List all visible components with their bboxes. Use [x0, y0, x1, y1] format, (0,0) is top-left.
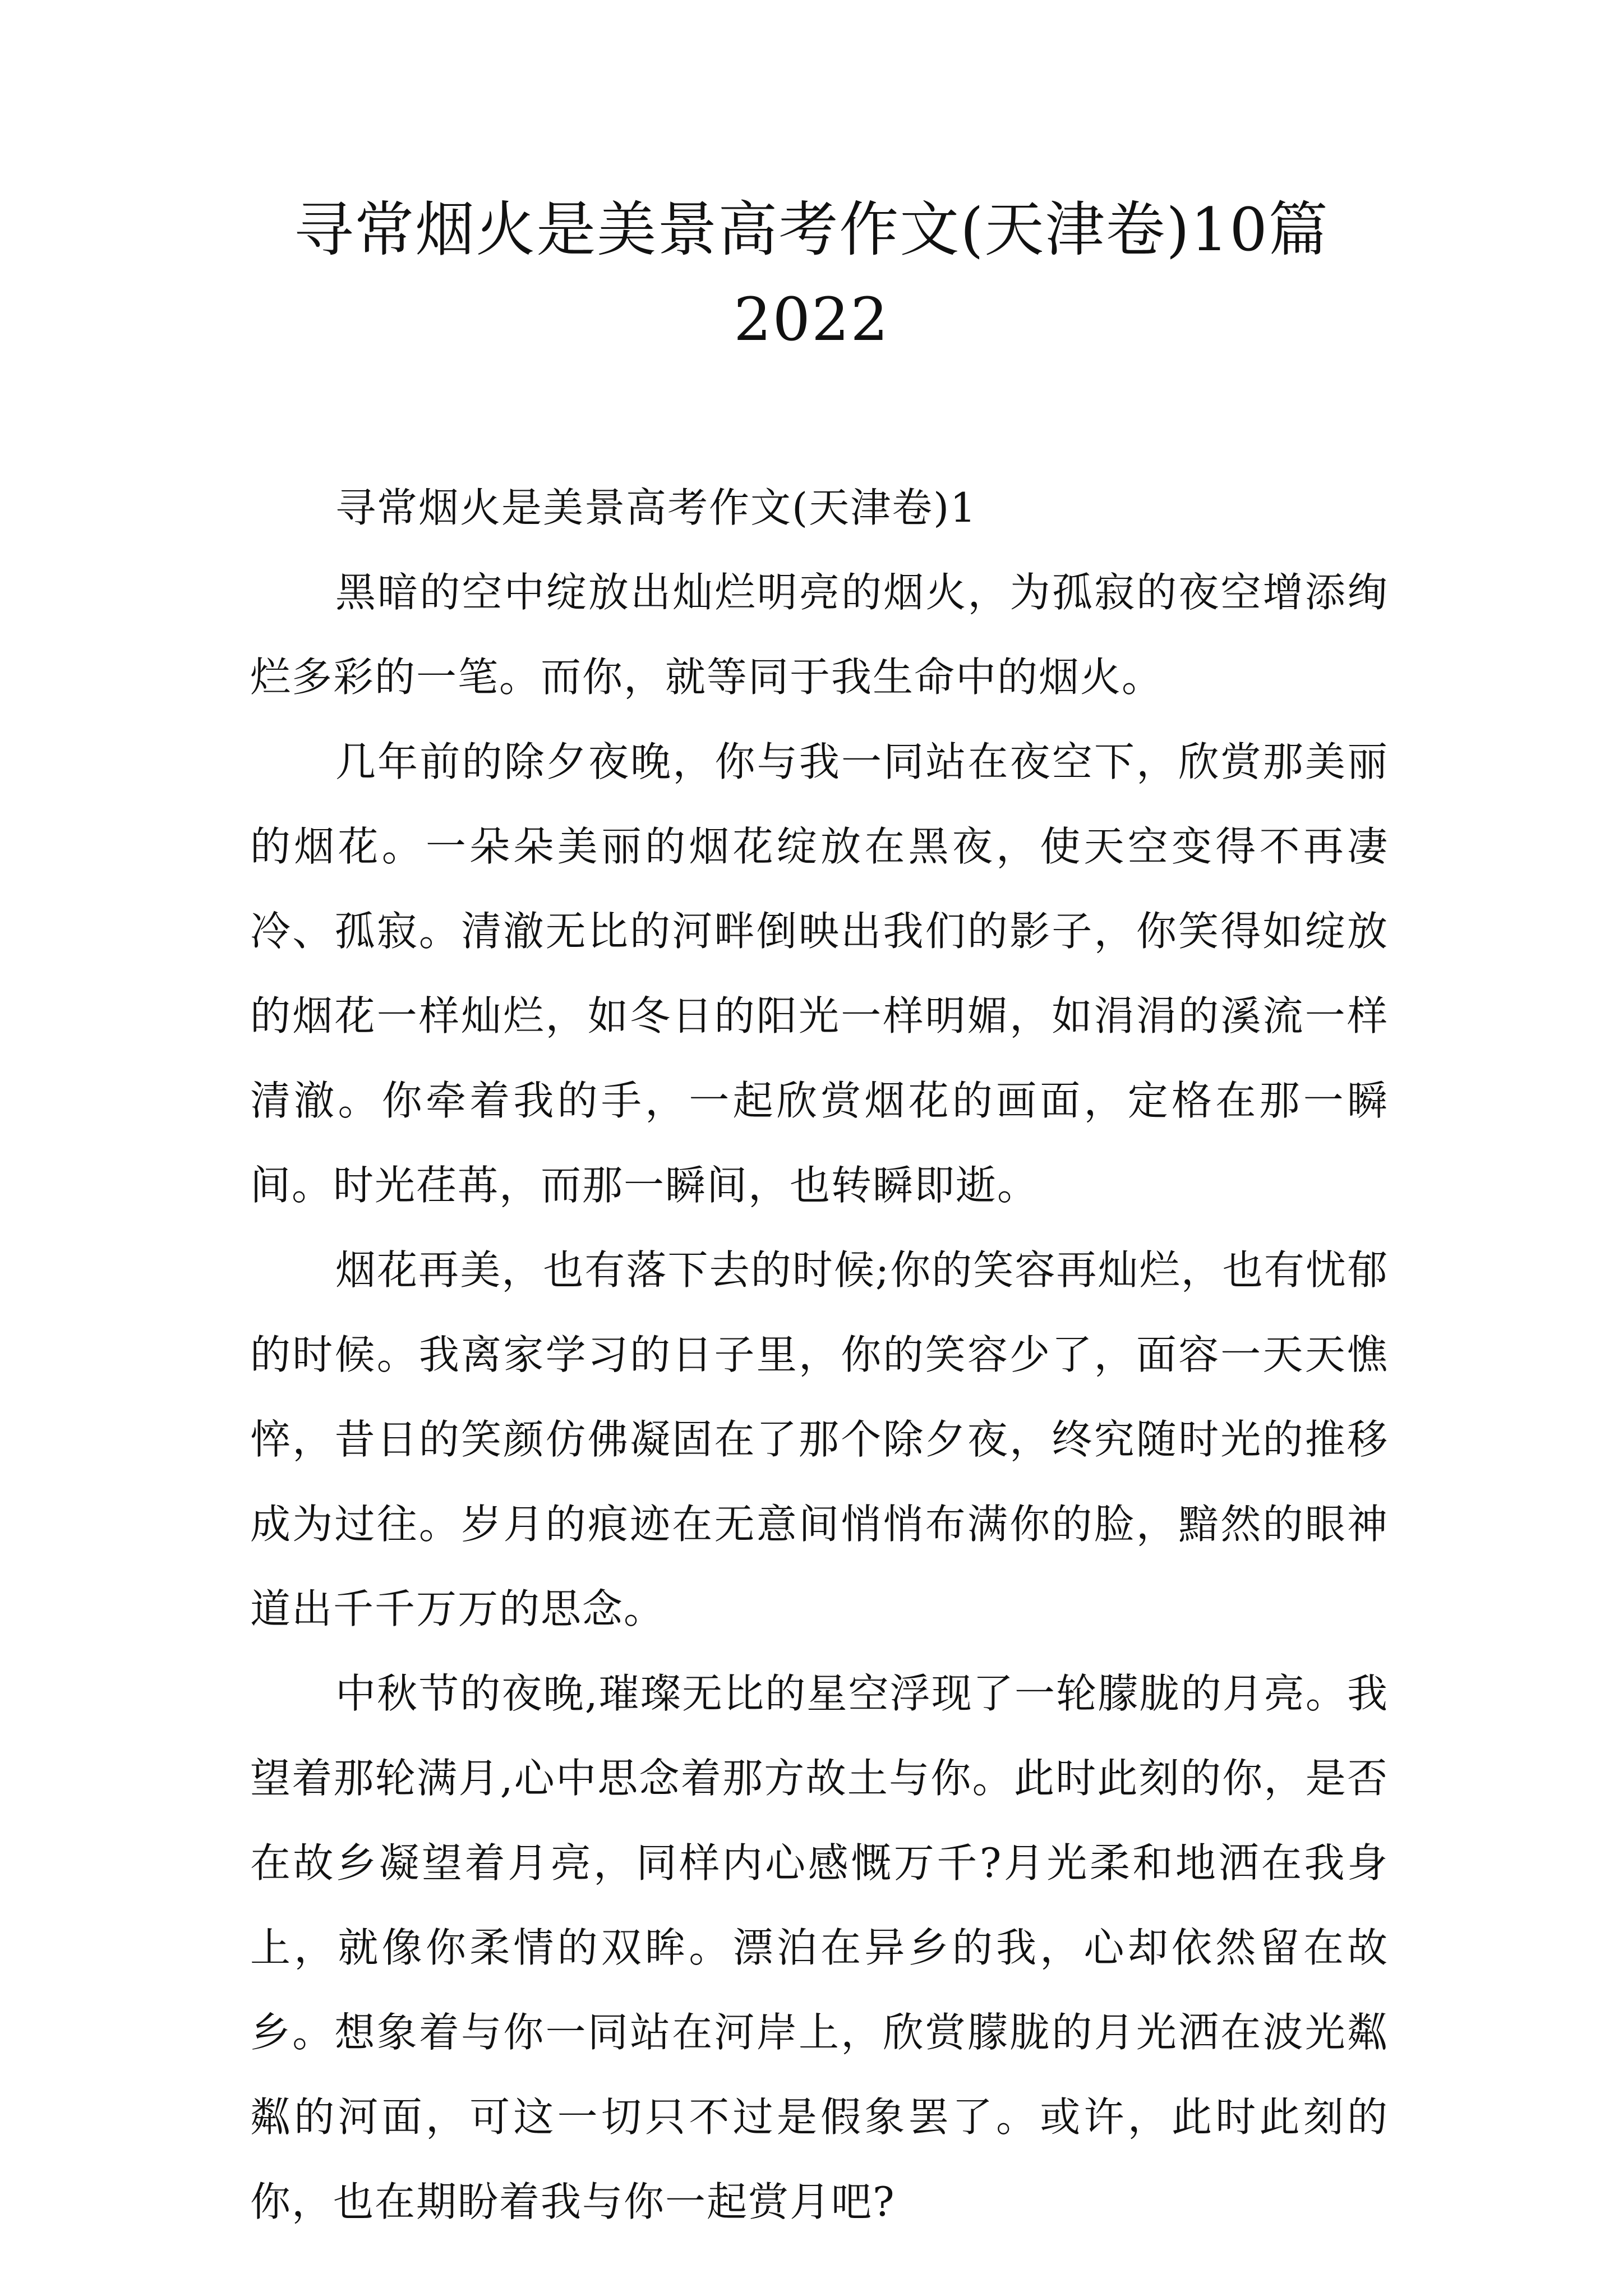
title-line-1: 寻常烟火是美景高考作文(天津卷)10篇	[294, 195, 1329, 264]
document-title	[168, 185, 1455, 365]
title-line-2: 2022	[734, 285, 889, 354]
paragraph-1: 黑暗的空中绽放出灿烂明亮的烟火，为孤寂的夜空增添绚烂多彩的一笔。而你，就等同于我生命中的烟火。	[250, 569, 1389, 701]
paragraph-2: 几年前的除夕夜晚，你与我一同站在夜空下，欣赏那美丽的烟花。一朵朵美丽的烟花绽放在黑夜，使天空变得不再凄冷、孤寂。清澈无比的河畔倒映出我们的影子，你笑得如绽放的烟花一样灿烂，如冬日的阳光一样明媚，如涓涓的溪流一样清澈。你牵着我的手，一起欣赏烟花的画面，定格在那一瞬间。时光荏苒，而那一瞬间，也转瞬即逝。	[250, 738, 1389, 1209]
document-body	[250, 466, 1389, 2244]
paragraph-3: 烟花再美，也有落下去的时候;你的笑容再灿烂，也有忧郁的时候。我离家学习的日子里，你的笑容少了，面容一天天憔悴，昔日的笑颜仿佛凝固在了那个除夕夜，终究随时光的推移成为过往。岁月的痕迹在无意间悄悄布满你的脸，黯然的眼神道出千千万万的思念。	[250, 1246, 1389, 1632]
essay-subtitle: 寻常烟火是美景高考作文(天津卷)1	[335, 484, 977, 531]
paragraph-4: 中秋节的夜晚,璀璨无比的星空浮现了一轮朦胧的月亮。我望着那轮满月,心中思念着那方故土与你。此时此刻的你，是否在故乡凝望着月亮，同样内心感慨万千?月光柔和地洒在我身上，就像你柔情的双眸。漂泊在异乡的我，心却依然留在故乡。想象着与你一同站在河岸上，欣赏朦胧的月光洒在波光粼粼的河面，可这一切只不过是假象罢了。或许，此时此刻的你，也在期盼着我与你一起赏月吧?	[250, 1670, 1389, 2225]
